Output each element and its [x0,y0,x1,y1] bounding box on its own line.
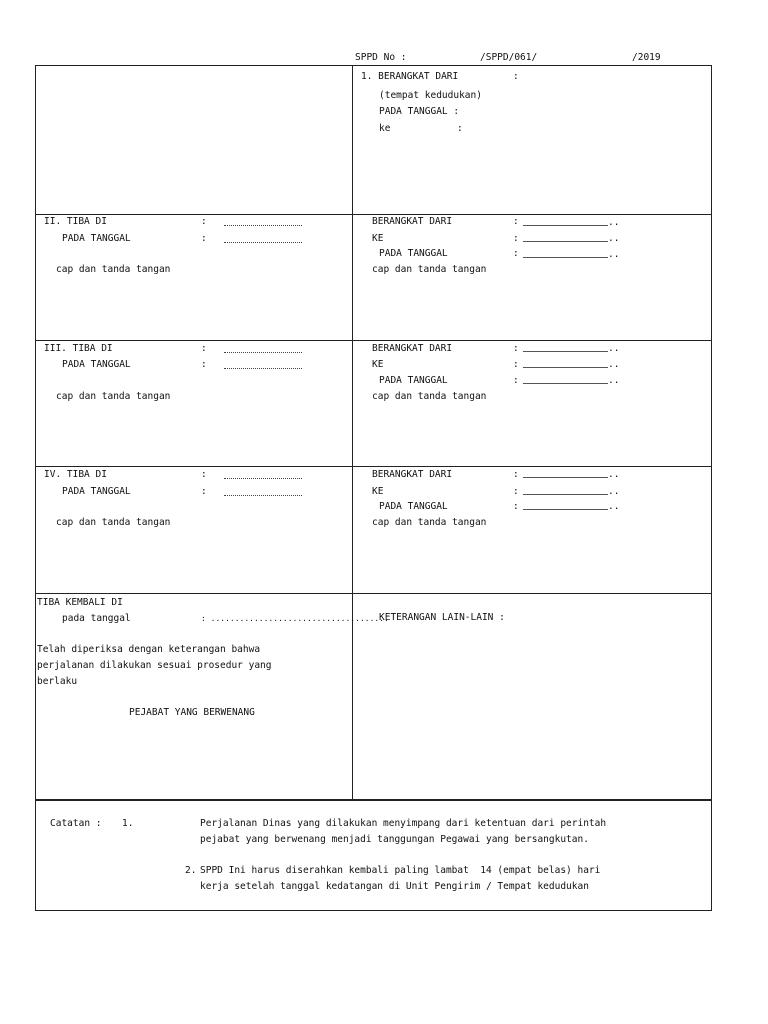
row3-r-ke-field [523,367,608,368]
row4-pada-tanggal-field [224,495,302,496]
kembali-pada-tanggal: pada tanggal [62,613,131,624]
row2-r-ke-field [523,241,608,242]
form-table [35,65,712,800]
row4-r-cap: cap dan tanda tangan [372,517,487,528]
row2-pada-tanggal: PADA TANGGAL [62,233,131,244]
row4-r-ke-field [523,494,608,495]
sppd-number-middle: /SPPD/061/ [480,52,538,63]
diperiksa-line-2: perjalanan dilakukan sesuai prosedur yang [37,660,272,671]
row3-r-berangkat-colon: : [513,343,519,354]
tempat-kedudukan-label: (tempat kedudukan) [379,90,482,101]
pada-tanggal-label: PADA TANGGAL : [379,106,460,117]
row2-r-pada-tanggal-tail: .. [608,249,620,260]
row2-r-pada-tanggal-field [523,257,608,258]
row4-r-pada-tanggal-tail: .. [608,501,620,512]
row4-pada-tanggal-colon: : [201,486,207,497]
row2-r-ke: KE [372,233,384,244]
row3-tiba-di-colon: : [201,343,207,354]
row3-r-cap: cap dan tanda tangan [372,391,487,402]
catatan-number-1: 1. [122,818,134,829]
diperiksa-line-3: berlaku [37,676,78,687]
row3-r-ke: KE [372,359,384,370]
row2-r-pada-tanggal-colon: : [513,248,519,259]
row2-r-ke-colon: : [513,233,519,244]
berangkat-dari-colon: : [513,71,519,82]
row2-cap: cap dan tanda tangan [56,264,171,275]
row-divider-1 [35,214,712,215]
row3-r-ke-tail: .. [608,359,620,370]
catatan-number-2: 2. [185,865,197,876]
row4-tiba-di-field [224,478,302,479]
row3-r-pada-tanggal-tail: .. [608,375,620,386]
catatan-2-line-b: kerja setelah tanggal kedatangan di Unit Pengirim / Tempat kedudukan [200,881,589,892]
catatan-1-line-a: Perjalanan Dinas yang dilakukan menyimpang dari ketentuan dari perintah [200,818,607,829]
row3-tiba-di: III. TIBA DI [44,343,113,354]
row3-pada-tanggal: PADA TANGGAL [62,359,131,370]
kembali-pada-tanggal-field: : ..................................... [201,614,389,623]
column-divider [352,65,353,800]
ke-colon: : [457,123,463,134]
row2-r-pada-tanggal: PADA TANGGAL [379,248,448,259]
catatan-label: Catatan : [50,818,102,829]
row3-r-berangkat-tail: .. [608,343,620,354]
row3-pada-tanggal-colon: : [201,359,207,370]
row-divider-3 [35,466,712,467]
row-divider-2 [35,340,712,341]
row4-r-ke: KE [372,486,384,497]
catatan-box [35,800,712,911]
row4-r-berangkat-field [523,477,608,478]
row3-r-pada-tanggal: PADA TANGGAL [379,375,448,386]
row2-r-berangkat-colon: : [513,216,519,227]
row3-cap: cap dan tanda tangan [56,391,171,402]
row2-r-berangkat-tail: .. [608,217,620,228]
row2-r-cap: cap dan tanda tangan [372,264,487,275]
row2-pada-tanggal-colon: : [201,233,207,244]
row4-pada-tanggal: PADA TANGGAL [62,486,131,497]
pejabat-berwenang: PEJABAT YANG BERWENANG [129,707,255,718]
row4-tiba-di: IV. TIBA DI [44,469,107,480]
row3-r-berangkat-field [523,351,608,352]
row4-r-berangkat-colon: : [513,469,519,480]
row3-r-pada-tanggal-field [523,383,608,384]
row2-r-berangkat: BERANGKAT DARI [372,216,453,227]
row4-r-pada-tanggal: PADA TANGGAL [379,501,448,512]
tiba-kembali-label: TIBA KEMBALI DI [37,597,123,608]
sppd-year: /2019 [632,52,661,63]
sppd-no-label: SPPD No : [355,52,407,63]
row2-tiba-di-colon: : [201,216,207,227]
row3-r-ke-colon: : [513,359,519,370]
row4-r-pada-tanggal-field [523,509,608,510]
catatan-1-line-b: pejabat yang berwenang menjadi tanggungan Pegawai yang bersangkutan. [200,834,589,845]
berangkat-dari-label: 1. BERANGKAT DARI [361,71,459,82]
row4-tiba-di-colon: : [201,469,207,480]
row4-r-berangkat: BERANGKAT DARI [372,469,453,480]
diperiksa-line-1: Telah diperiksa dengan keterangan bahwa [37,644,261,655]
row3-pada-tanggal-field [224,368,302,369]
row2-tiba-di-field [224,225,302,226]
row4-r-ke-colon: : [513,486,519,497]
row2-r-ke-tail: .. [608,233,620,244]
row3-r-berangkat: BERANGKAT DARI [372,343,453,354]
row-divider-4 [35,593,712,594]
row4-r-berangkat-tail: .. [608,469,620,480]
row2-pada-tanggal-field [224,242,302,243]
row3-r-pada-tanggal-colon: : [513,375,519,386]
row4-r-ke-tail: .. [608,486,620,497]
row2-r-berangkat-field [523,225,608,226]
ke-label: ke [379,123,391,134]
catatan-2-line-a: SPPD Ini harus diserahkan kembali paling lambat 14 (empat belas) hari [200,865,601,876]
row2-tiba-di: II. TIBA DI [44,216,107,227]
row4-cap: cap dan tanda tangan [56,517,171,528]
row3-tiba-di-field [224,352,302,353]
row4-r-pada-tanggal-colon: : [513,501,519,512]
keterangan-lain-lain: KETERANGAN LAIN-LAIN : [379,612,505,623]
